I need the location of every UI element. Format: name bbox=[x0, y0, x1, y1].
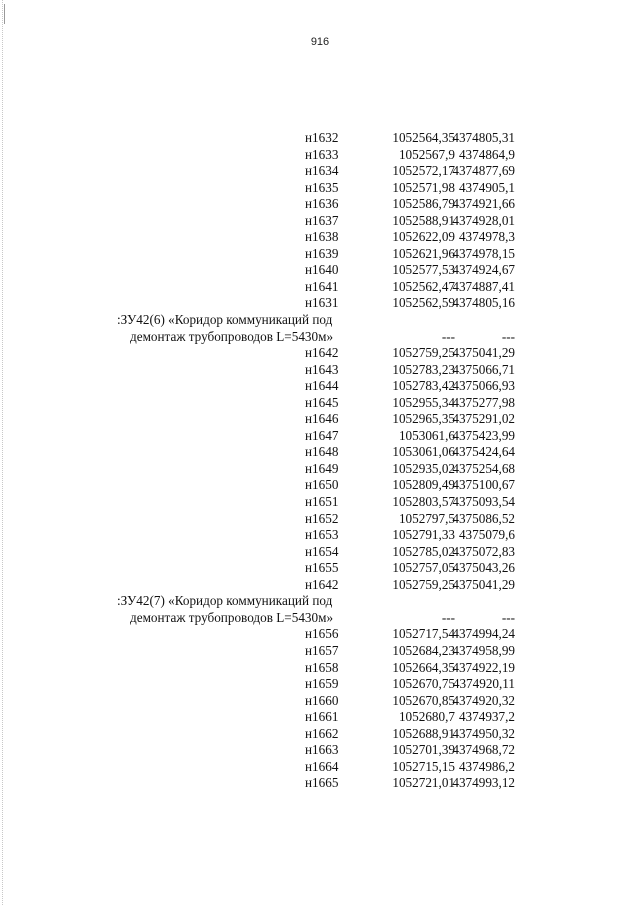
point-id: н1660 bbox=[305, 692, 339, 708]
heading-dash-x: --- bbox=[441, 609, 455, 625]
coord-y: 4374986,2 bbox=[458, 758, 515, 774]
point-id: н1639 bbox=[305, 245, 339, 261]
table-row bbox=[100, 742, 520, 759]
coord-x: 1052791,33 bbox=[392, 527, 455, 543]
coord-x: 1052622,09 bbox=[392, 229, 455, 245]
table-row bbox=[100, 577, 520, 594]
point-id: н1640 bbox=[305, 262, 339, 278]
point-id: н1663 bbox=[305, 742, 339, 758]
coord-y: 4375086,52 bbox=[452, 510, 515, 526]
coord-x: 1052588,91 bbox=[392, 212, 455, 228]
coord-x: 1052759,25 bbox=[392, 576, 455, 592]
coord-y: 4375093,54 bbox=[452, 494, 515, 510]
coord-y: 4374993,12 bbox=[452, 775, 515, 791]
point-id: н1661 bbox=[305, 709, 339, 725]
table-row bbox=[100, 395, 520, 412]
coord-x: 1052567,9 bbox=[398, 146, 455, 162]
coord-y: 4374968,72 bbox=[452, 742, 515, 758]
section-heading-line bbox=[100, 593, 520, 610]
page-number: 916 bbox=[310, 36, 330, 48]
point-id: н1637 bbox=[305, 212, 339, 228]
point-id: н1631 bbox=[305, 295, 339, 311]
point-id: н1650 bbox=[305, 477, 339, 493]
coord-x: 1052759,25 bbox=[392, 345, 455, 361]
margin-mark bbox=[4, 4, 8, 24]
table-row bbox=[100, 229, 520, 246]
table-row bbox=[100, 643, 520, 660]
coord-y: 4375043,26 bbox=[452, 560, 515, 576]
table-row bbox=[100, 180, 520, 197]
coord-x: 1052955,34 bbox=[392, 394, 455, 410]
point-id: н1653 bbox=[305, 527, 339, 543]
coord-x: 1052564,35 bbox=[392, 130, 455, 145]
point-id: н1656 bbox=[305, 626, 339, 642]
table-row bbox=[100, 345, 520, 362]
coord-y: 4375254,68 bbox=[452, 460, 515, 476]
point-id: н1651 bbox=[305, 494, 339, 510]
point-id: н1641 bbox=[305, 278, 339, 294]
table-row bbox=[100, 130, 520, 147]
binding-margin bbox=[2, 0, 15, 905]
table-row bbox=[100, 246, 520, 263]
section-heading-text: демонтаж трубопроводов L=5430м» bbox=[130, 609, 334, 625]
coord-x: 1052664,35 bbox=[392, 659, 455, 675]
point-id: н1662 bbox=[305, 725, 339, 741]
coord-x: 1052701,39 bbox=[392, 742, 455, 758]
coord-x: 1052571,98 bbox=[392, 179, 455, 195]
coord-y: 4375424,64 bbox=[452, 444, 515, 460]
table-row bbox=[100, 527, 520, 544]
section-heading-line bbox=[100, 329, 520, 346]
coord-y: 4374864,9 bbox=[458, 146, 515, 162]
coord-y: 4375072,83 bbox=[452, 543, 515, 559]
point-id: н1654 bbox=[305, 543, 339, 559]
coord-x: 1052721,01 bbox=[392, 775, 455, 791]
coord-x: 1052965,35 bbox=[392, 411, 455, 427]
table-row bbox=[100, 660, 520, 677]
coord-y: 4374920,11 bbox=[452, 676, 515, 692]
table-row bbox=[100, 726, 520, 743]
coord-y: 4375079,6 bbox=[458, 527, 515, 543]
coord-x: 1052757,05 bbox=[392, 560, 455, 576]
table-row bbox=[100, 544, 520, 561]
coord-y: 4374978,3 bbox=[458, 229, 515, 245]
coord-x: 1052783,42 bbox=[392, 378, 455, 394]
point-id: н1642 bbox=[305, 345, 339, 361]
table-row bbox=[100, 444, 520, 461]
coord-x: 1052803,57 bbox=[392, 494, 455, 510]
coord-y: 4375066,93 bbox=[452, 378, 515, 394]
coord-y: 4374958,99 bbox=[452, 642, 515, 658]
heading-dash-x: --- bbox=[441, 328, 455, 344]
point-id: н1636 bbox=[305, 196, 339, 212]
coord-y: 4374921,66 bbox=[452, 196, 515, 212]
point-id: н1652 bbox=[305, 510, 339, 526]
coord-y: 4374978,15 bbox=[452, 245, 515, 261]
table-row bbox=[100, 295, 520, 312]
table-row bbox=[100, 213, 520, 230]
coord-x: 1052670,85 bbox=[392, 692, 455, 708]
coord-x: 1052935,02 bbox=[392, 460, 455, 476]
table-row bbox=[100, 411, 520, 428]
table-row bbox=[100, 494, 520, 511]
table-row bbox=[100, 461, 520, 478]
coord-x: 1053061,06 bbox=[392, 444, 455, 460]
coordinates-table bbox=[100, 130, 520, 792]
point-id: н1648 bbox=[305, 444, 339, 460]
table-row bbox=[100, 511, 520, 528]
heading-dash-y: --- bbox=[501, 609, 515, 625]
point-id: н1645 bbox=[305, 394, 339, 410]
table-row bbox=[100, 378, 520, 395]
point-id: н1644 bbox=[305, 378, 339, 394]
point-id: н1635 bbox=[305, 179, 339, 195]
point-id: н1657 bbox=[305, 642, 339, 658]
coord-y: 4374905,1 bbox=[458, 179, 515, 195]
coord-x: 1052688,91 bbox=[392, 725, 455, 741]
table-row bbox=[100, 262, 520, 279]
section-heading-line bbox=[100, 610, 520, 627]
section-heading-text: :ЗУ42(6) «Коридор коммуникаций под bbox=[117, 312, 333, 328]
coord-y: 4375277,98 bbox=[452, 394, 515, 410]
section-heading-text: демонтаж трубопроводов L=5430м» bbox=[130, 328, 334, 344]
point-id: н1647 bbox=[305, 427, 339, 443]
coord-x: 1052670,75 bbox=[392, 676, 455, 692]
point-id: н1649 bbox=[305, 460, 339, 476]
coord-x: 1052621,96 bbox=[392, 245, 455, 261]
point-id: н1633 bbox=[305, 146, 339, 162]
table-row bbox=[100, 693, 520, 710]
coord-x: 1052785,02 bbox=[392, 543, 455, 559]
coord-y: 4375066,71 bbox=[452, 361, 515, 377]
coord-y: 4375041,29 bbox=[452, 576, 515, 592]
coord-x: 1052586,79 bbox=[392, 196, 455, 212]
table-row bbox=[100, 279, 520, 296]
table-row bbox=[100, 163, 520, 180]
table-row bbox=[100, 709, 520, 726]
coord-x: 1052797,5 bbox=[398, 510, 455, 526]
coord-y: 4374928,01 bbox=[452, 212, 515, 228]
coord-y: 4374805,31 bbox=[452, 130, 515, 145]
heading-dash-y: --- bbox=[501, 328, 515, 344]
section-heading-line bbox=[100, 312, 520, 329]
coord-x: 1052684,23 bbox=[392, 642, 455, 658]
table-row bbox=[100, 560, 520, 577]
point-id: н1632 bbox=[305, 130, 339, 145]
table-row bbox=[100, 196, 520, 213]
coord-y: 4374950,32 bbox=[452, 725, 515, 741]
table-row bbox=[100, 759, 520, 776]
coord-x: 1052680,7 bbox=[398, 709, 455, 725]
coord-x: 1052572,17 bbox=[392, 163, 455, 179]
coord-x: 1052715,15 bbox=[392, 758, 455, 774]
coord-y: 4375041,29 bbox=[452, 345, 515, 361]
coord-y: 4375100,67 bbox=[452, 477, 515, 493]
coord-y: 4374924,67 bbox=[452, 262, 515, 278]
point-id: н1655 bbox=[305, 560, 339, 576]
coord-y: 4374887,41 bbox=[452, 278, 515, 294]
point-id: н1664 bbox=[305, 758, 339, 774]
coord-x: 1052717,54 bbox=[392, 626, 455, 642]
coord-y: 4375423,99 bbox=[452, 427, 515, 443]
coord-y: 4374994,24 bbox=[452, 626, 515, 642]
coord-y: 4374937,2 bbox=[458, 709, 515, 725]
table-row bbox=[100, 477, 520, 494]
section-heading-text: :ЗУ42(7) «Коридор коммуникаций под bbox=[117, 593, 333, 609]
point-id: н1658 bbox=[305, 659, 339, 675]
table-row bbox=[100, 676, 520, 693]
table-row bbox=[100, 428, 520, 445]
point-id: н1659 bbox=[305, 676, 339, 692]
coord-y: 4375291,02 bbox=[452, 411, 515, 427]
coord-x: 1053061,6 bbox=[398, 427, 455, 443]
coord-x: 1052577,53 bbox=[392, 262, 455, 278]
table-row bbox=[100, 147, 520, 164]
coord-x: 1052562,59 bbox=[392, 295, 455, 311]
coord-y: 4374877,69 bbox=[452, 163, 515, 179]
table-row bbox=[100, 626, 520, 643]
point-id: н1643 bbox=[305, 361, 339, 377]
coord-y: 4374922,19 bbox=[452, 659, 515, 675]
coord-x: 1052783,23 bbox=[392, 361, 455, 377]
table-row bbox=[100, 775, 520, 792]
point-id: н1642 bbox=[305, 576, 339, 592]
coord-y: 4374920,32 bbox=[452, 692, 515, 708]
point-id: н1646 bbox=[305, 411, 339, 427]
point-id: н1638 bbox=[305, 229, 339, 245]
point-id: н1634 bbox=[305, 163, 339, 179]
coord-y: 4374805,16 bbox=[452, 295, 515, 311]
coord-x: 1052809,49 bbox=[392, 477, 455, 493]
coord-x: 1052562,47 bbox=[392, 278, 455, 294]
table-row bbox=[100, 362, 520, 379]
point-id: н1665 bbox=[305, 775, 339, 791]
